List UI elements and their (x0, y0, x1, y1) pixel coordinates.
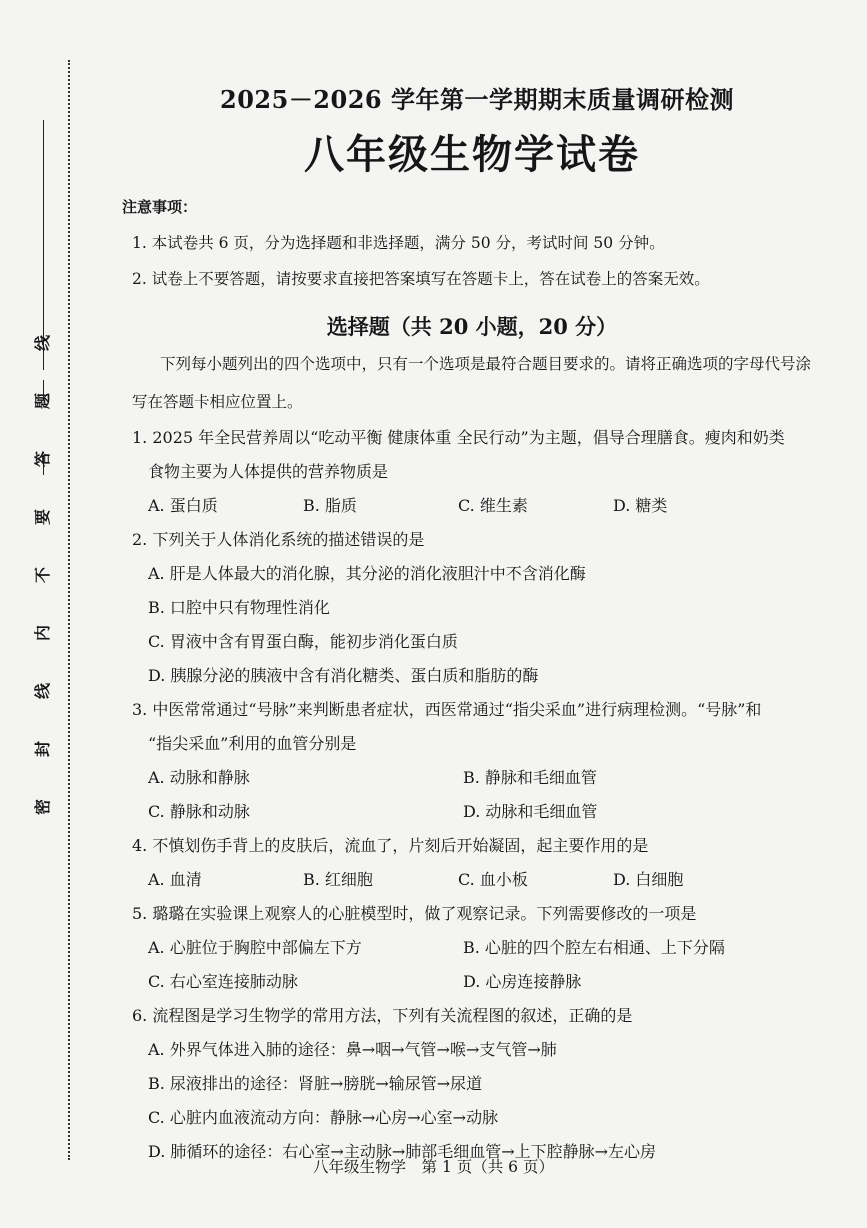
option-a: A. 动脉和静脉 (148, 768, 250, 787)
question-stem: 3. 中医常常通过“号脉”来判断患者症状，西医常通过“指尖采血”进行病理检测。“号脉”和 (132, 700, 762, 719)
exam-title-line1: 2025－2026 学年第一学期期末质量调研检测 (220, 85, 734, 114)
question-5 (132, 897, 812, 999)
question-options (132, 931, 812, 965)
option-a: A. 蛋白质 (148, 496, 218, 515)
question-stem: 2. 下列关于人体消化系统的描述错误的是 (132, 530, 425, 549)
option-a: A. 心脏位于胸腔中部偏左下方 (148, 938, 362, 957)
binding-char: 不 (32, 566, 52, 584)
section-intro: 下列每小题列出的四个选项中，只有一个选项是最符合题目要求的。请将正确选项的字母代号涂写在答题卡相应位置上。 (132, 355, 812, 411)
question-stem: 6. 流程图是学习生物学的常用方法，下列有关流程图的叙述，正确的是 (132, 1006, 633, 1025)
option-b: B. 尿液排出的途径：肾脏→膀胱→输尿管→尿道 (148, 1074, 483, 1093)
binding-char: 线 (32, 682, 52, 700)
notice-item: 1. 本试卷共 6 页，分为选择题和非选择题，满分 50 分，考试时间 50 分钟。 (132, 234, 665, 252)
section-title: 选择题（共 20 小题，20 分） (326, 314, 618, 339)
option-d: D. 动脉和毛细血管 (463, 802, 598, 821)
binding-warning-text (32, 335, 54, 815)
binding-margin (0, 60, 80, 1160)
question-2 (132, 523, 812, 693)
option-b: B. 静脉和毛细血管 (463, 768, 597, 787)
question-stem-cont: 食物主要为人体提供的营养物质是 (148, 462, 389, 481)
option-a: A. 血清 (148, 870, 202, 889)
option-c: C. 右心室连接肺动脉 (148, 972, 298, 991)
option-c: C. 胃液中含有胃蛋白酶，能初步消化蛋白质 (148, 632, 458, 651)
binding-solid-line (43, 120, 44, 370)
binding-char: 封 (32, 740, 52, 758)
option-c: C. 维生素 (458, 496, 528, 515)
question-stem: 4. 不慎划伤手背上的皮肤后，流血了，片刻后开始凝固，起主要作用的是 (132, 836, 649, 855)
question-options (132, 489, 812, 523)
option-a: A. 肝是人体最大的消化腺，其分泌的消化液胆汁中不含消化酶 (148, 564, 586, 583)
question-3 (132, 693, 812, 829)
notice-title: 注意事项： (122, 198, 198, 216)
option-d: D. 心房连接静脉 (463, 972, 582, 991)
question-stem: 5. 璐璐在实验课上观察人的心脏模型时，做了观察记录。下列需要修改的一项是 (132, 904, 697, 923)
option-d: D. 白细胞 (613, 870, 684, 889)
binding-char: 题 (32, 392, 52, 410)
question-4 (132, 829, 812, 897)
question-1 (132, 421, 812, 523)
exam-page (122, 80, 812, 1169)
option-d: D. 胰腺分泌的胰液中含有消化糖类、蛋白质和脂肪的酶 (148, 666, 539, 685)
question-options (132, 965, 812, 999)
question-options (132, 795, 812, 829)
page-footer: 八年级生物学 第 1 页（共 6 页） (313, 1158, 554, 1176)
option-b: B. 脂质 (303, 496, 357, 515)
option-b: B. 口腔中只有物理性消化 (148, 598, 330, 617)
question-stem: 1. 2025 年全民营养周以“吃动平衡 健康体重 全民行动”为主题，倡导合理膳食。瘦肉和奶类 (132, 428, 785, 447)
option-d: D. 肺循环的途径：右心室→主动脉→肺部毛细血管→上下腔静脉→左心房 (148, 1142, 657, 1161)
binding-char: 密 (32, 798, 52, 816)
option-c: C. 心脏内血液流动方向：静脉→心房→心室→动脉 (148, 1108, 499, 1127)
question-stem-cont: “指尖采血”利用的血管分别是 (148, 734, 357, 753)
option-a: A. 外界气体进入肺的途径：鼻→咽→气管→喉→支气管→肺 (148, 1040, 557, 1059)
binding-char: 要 (32, 508, 52, 526)
question-6 (132, 999, 812, 1169)
option-b: B. 红细胞 (303, 870, 373, 889)
exam-title-line2: 八年级生物学试卷 (304, 131, 640, 178)
option-c: C. 血小板 (458, 870, 528, 889)
notice-item: 2. 试卷上不要答题，请按要求直接把答案填写在答题卡上，答在试卷上的答案无效。 (132, 270, 710, 288)
binding-dotted-line (68, 60, 70, 1160)
option-b: B. 心脏的四个腔左右相通、上下分隔 (463, 938, 725, 957)
binding-char: 内 (32, 624, 52, 642)
binding-char: 线 (32, 334, 52, 352)
question-options (132, 761, 812, 795)
question-options (132, 863, 812, 897)
binding-char: 答 (32, 450, 52, 468)
option-c: C. 静脉和动脉 (148, 802, 250, 821)
option-d: D. 糖类 (613, 496, 668, 515)
